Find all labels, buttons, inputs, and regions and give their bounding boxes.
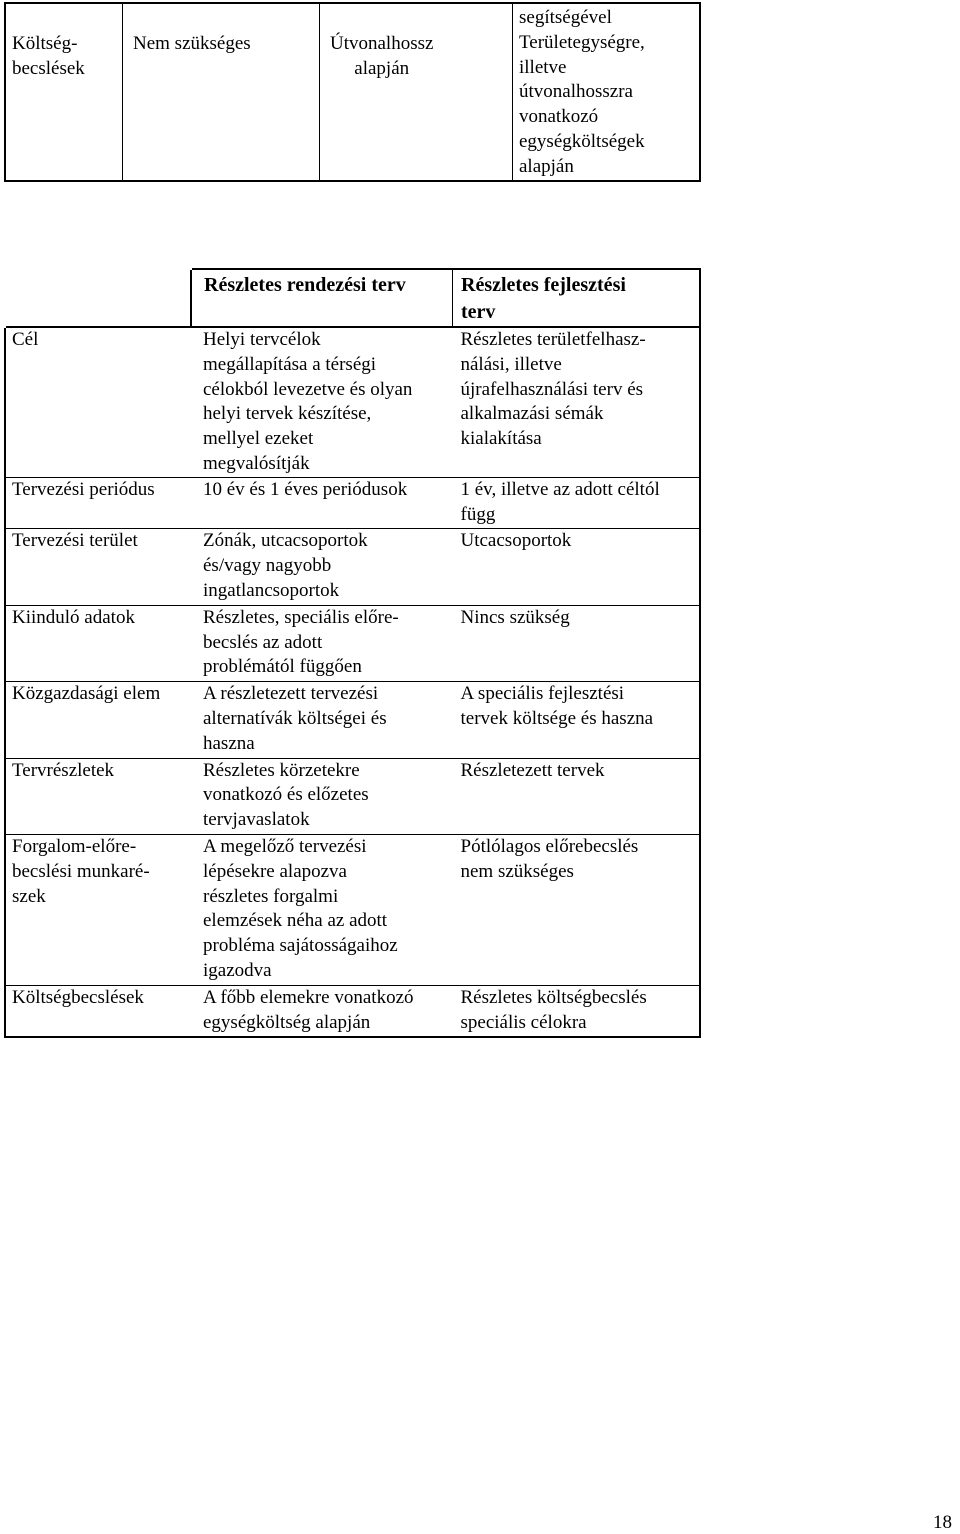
table-row [5,758,700,834]
table-cell: A megelőző tervezési lépésekre alapozva részletes forgalmi elemzések néha az adott probléma sajátosságaihoz igazodva [203,835,398,981]
row-label: Forgalom-előre- becslési munkaré- szek [12,835,150,907]
cost-estimate-table-fragment [4,2,701,182]
table-row [5,477,700,529]
row-label: Kiinduló adatok [12,606,135,628]
table-cell: A főbb elemekre vonatkozó egységköltség alapján [203,986,414,1033]
table-cell: segítségével Területegységre, illetve útvonalhosszra vonatkozó egységköltségek alapján [513,3,701,181]
table-cell: Pótlólagos előrebecslés nem szükséges [460,835,639,882]
table-row [5,3,700,181]
table-cell: Részletezett tervek [460,759,605,781]
row-label: Tervrészletek [12,759,115,781]
row-label: Költségbecslések [12,986,144,1008]
column-header: Részletes fejlesztési terv [453,269,701,327]
detailed-plan-comparison-table [4,268,701,1038]
table-header-row [5,269,700,327]
row-label: Tervezési terület [12,530,138,552]
table-cell: Részletes körzetekre vonatkozó és előzetes tervjavaslatok [203,759,369,831]
table-cell: Részletes területfelhasz- nálási, illetve újrafelhasználási terv és alkalmazási sémák kialakítása [460,329,646,450]
column-header: Részletes rendezési terv [191,269,453,327]
row-label: Költség- becslések [5,3,123,181]
table-row [5,834,700,985]
table-cell: Nincs szükség [460,606,570,628]
table-cell: A speciális fejlesztési tervek költsége és haszna [460,683,654,729]
table-cell: Utcacsoportok [460,530,572,552]
table-cell: 1 év, illetve az adott céltól függ [460,478,660,525]
table-cell: 10 év és 1 éves periódusok [203,478,408,500]
table-cell: Helyi tervcélok megállapítása a térségi célokból levezetve és olyan helyi tervek készítése, mellyel ezeket megvalósítják [203,329,413,474]
table-cell: Útvonalhossz alapján [330,33,434,79]
table-cell: Részletes, speciális előre- becslés az adott problémától függően [203,606,399,678]
table-cell: Részletes költségbecslés speciális célokra [460,986,647,1033]
page-number: 18 [933,1512,952,1533]
table-cell: A részletezett tervezési alternatívák költségei és haszna [203,683,387,754]
table-row [5,529,700,605]
row-label: Cél [12,329,39,350]
row-label: Közgazdasági elem [12,683,161,705]
table-cell: Nem szükséges [123,3,320,181]
table-row [5,327,700,477]
row-label: Tervezési periódus [12,478,155,500]
table-row [5,682,700,758]
table-row [5,605,700,681]
table-cell: Zónák, utcacsoportok és/vagy nagyobb ingatlancsoportok [203,530,368,601]
table-row [5,985,700,1037]
header-empty-cell [5,269,191,327]
